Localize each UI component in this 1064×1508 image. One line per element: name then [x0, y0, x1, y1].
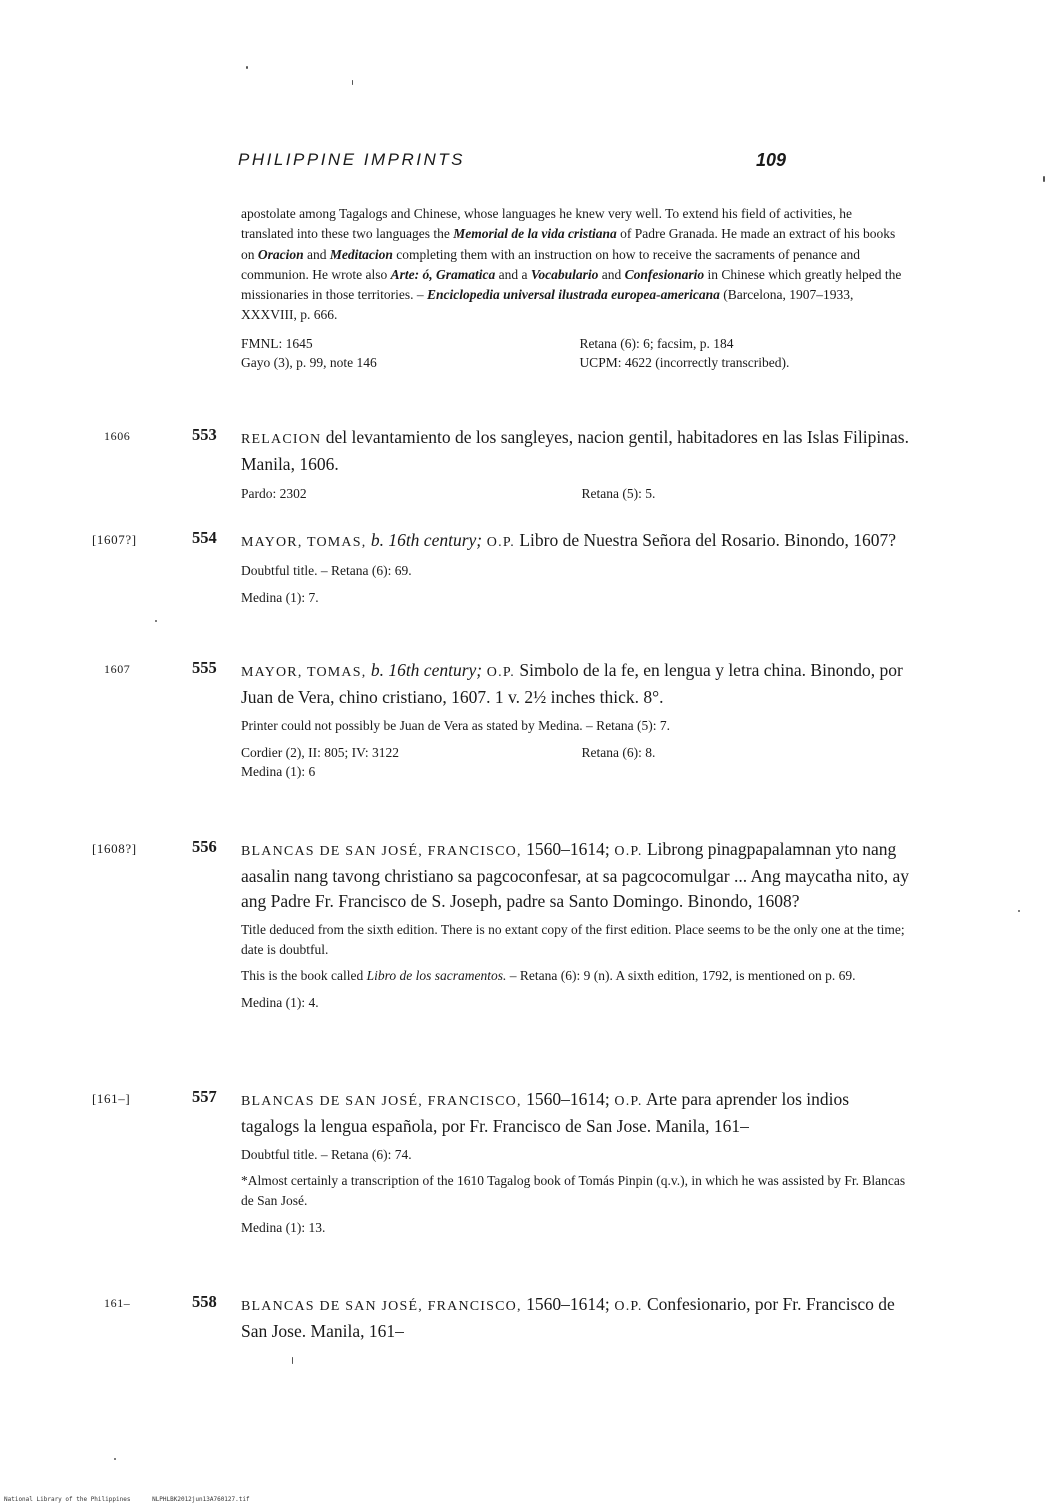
entry-note — [241, 716, 911, 736]
entry-year: 1607 — [104, 662, 131, 676]
entry-order: O.P. — [482, 665, 515, 680]
entry-author: MAYOR, TOMAS, — [241, 665, 367, 680]
text-run: and — [303, 246, 330, 262]
entry-author: BLANCAS DE SAN JOSÉ, FRANCISCO, — [241, 1094, 522, 1109]
entry-references — [241, 484, 911, 503]
entry-note — [241, 966, 911, 986]
references-left-column — [241, 993, 581, 1012]
entry-dates: b. 16th century; — [366, 660, 483, 680]
entry-body — [241, 1292, 911, 1344]
entry-body — [241, 837, 911, 1012]
entry-order: O.P. — [609, 1299, 643, 1314]
references-left-column — [241, 743, 581, 781]
entry-body — [241, 1087, 911, 1237]
references-left-column — [241, 484, 581, 503]
running-title: PHILIPPINE IMPRINTS — [238, 150, 465, 169]
text-run: Simbolo de la fe, en lengua y letra china. Binondo, por Juan de Vera, chino cristiano, 1607. 1 v. 2½ inches thick. 8°. — [241, 660, 903, 707]
entry-heading — [241, 425, 911, 477]
text-run: del levantamiento de los sangleyes, nacion gentil, habitadores en las Islas Filipinas. Manila, 1606. — [241, 427, 909, 474]
entry-year: 161– — [104, 1296, 131, 1310]
text-run: This is the book called — [241, 968, 367, 983]
scan-speck — [352, 80, 353, 85]
italic-title: Oracion — [257, 246, 304, 262]
reference-item: Retana (6): 8. — [581, 745, 656, 760]
entry-heading — [241, 1292, 911, 1344]
scan-footer — [4, 1496, 268, 1503]
reference-item: Retana (5): 5. — [581, 486, 656, 501]
entry-heading — [241, 1087, 911, 1139]
reference-item: Gayo (3), p. 99, note 146 — [241, 354, 377, 370]
entry-heading — [241, 837, 911, 914]
italic-title: Meditacion — [329, 246, 393, 262]
entry-note — [241, 561, 911, 581]
page-header — [238, 150, 786, 178]
text-run: Title deduced from the sixth edition. There is no extant copy of the first edition. Place seems to be the only one at the time; date is doubtful. — [241, 922, 905, 957]
reference-item: Cordier (2), II: 805; IV: 3122 — [241, 745, 399, 760]
entry-note — [241, 920, 911, 960]
scan-speck — [1018, 910, 1020, 912]
entry-body — [241, 425, 911, 503]
entry-year: 1606 — [104, 429, 131, 443]
text-run: Arte para aprender los indios tagalogs la lengua española, por Fr. Francisco de San Jose. Manila, 161– — [241, 1089, 850, 1136]
text-run: Confesionario, por Fr. Francisco de San Jose. Manila, 161– — [241, 1294, 895, 1341]
footer-library: National Library of the Philippines — [4, 1496, 131, 1503]
italic-title: Vocabulario — [530, 266, 599, 282]
entry-references — [241, 1218, 911, 1237]
entry-note — [241, 1171, 911, 1211]
text-run: in Chinese which greatly helped the missionaries in those territories. – — [241, 266, 902, 303]
text-run: Libro de Nuestra Señora del Rosario. Binondo, 1607? — [514, 530, 897, 550]
references-left-column — [241, 1218, 581, 1237]
reference-item: Retana (6): 6; facsim, p. 184 — [579, 335, 734, 351]
entry-number: 553 — [192, 425, 217, 444]
continuation-text — [241, 204, 906, 326]
text-run: Doubtful title. – Retana (6): 74. — [241, 1147, 412, 1162]
entry-heading — [241, 658, 911, 710]
entry-year: [161–] — [92, 1091, 131, 1106]
entry-number: 558 — [192, 1292, 217, 1311]
text-run: – Retana (6): 9 (n). A sixth edition, 1792, is mentioned on p. 69. — [506, 968, 856, 983]
entry-references — [241, 743, 911, 781]
scan-speck — [1043, 176, 1045, 182]
italic-title: Enciclopedia universal ilustrada europea-americana — [426, 287, 720, 303]
italic-title: Libro de los sacramentos. — [366, 968, 507, 983]
text-run: completing them with an instruction on how to receive the sacraments of penance and communion. He wrote also — [241, 246, 860, 282]
references-right-column — [581, 1218, 911, 1237]
footer-file-id: NLPHLBK2012jun13A760127.tif — [152, 1496, 250, 1503]
entry-order: O.P. — [609, 844, 643, 859]
text-run: and a — [495, 266, 531, 282]
reference-item: Pardo: 2302 — [241, 486, 307, 501]
reference-item: FMNL: 1645 — [241, 335, 313, 351]
reference-item: Medina (1): 6 — [241, 764, 316, 779]
entry-number: 557 — [192, 1087, 217, 1106]
entry-references — [241, 993, 911, 1012]
entry-dates: 1560–1614; — [521, 1294, 610, 1314]
entry-author: MAYOR, TOMAS, — [241, 535, 367, 550]
reference-item: UCPM: 4622 (incorrectly transcribed). — [579, 354, 790, 370]
references-right-column — [581, 484, 911, 503]
scan-speck — [292, 1357, 293, 1364]
text-run: Doubtful title. – Retana (6): 69. — [241, 563, 412, 578]
reference-item: Medina (1): 13. — [241, 1220, 326, 1235]
entry-number: 554 — [192, 528, 217, 547]
continuation-block — [241, 204, 906, 372]
entry-author: RELACION — [241, 432, 322, 447]
entry-author: BLANCAS DE SAN JOSÉ, FRANCISCO, — [241, 1299, 522, 1314]
entry-description — [515, 530, 896, 550]
references-right-column — [581, 743, 911, 781]
entry-dates: 1560–1614; — [521, 839, 610, 859]
entry-dates: b. 16th century; — [366, 530, 483, 550]
text-run: and — [598, 266, 625, 282]
text-run: Printer could not possibly be Juan de Vera as stated by Medina. – Retana (5): 7. — [241, 718, 671, 733]
italic-title: Memorial de la vida cristiana — [453, 226, 617, 242]
scan-speck — [114, 1458, 116, 1460]
entry-body — [241, 658, 911, 781]
italic-title: Arte: ó, Gramatica — [390, 266, 496, 282]
references-right-column — [579, 334, 906, 372]
reference-item: Medina (1): 7. — [241, 590, 319, 605]
page-number: 109 — [755, 150, 786, 170]
references-right-column — [581, 993, 911, 1012]
entry-note — [241, 1145, 911, 1165]
entry-year: [1608?] — [92, 841, 137, 856]
entry-body — [241, 528, 911, 607]
scan-speck — [155, 620, 157, 622]
text-run: of Padre Granada. He made an extract of his books on — [241, 226, 896, 262]
scan-speck — [246, 66, 248, 69]
entry-heading — [241, 528, 911, 555]
text-run: apostolate among Tagalogs and Chinese, whose languages he knew very well. To extend his field of activities, he translated into these two languages the — [241, 206, 852, 242]
references-left-column — [241, 334, 579, 372]
text-run: *Almost certainly a transcription of the 1610 Tagalog book of Tomás Pinpin (q.v.), in which he was assisted by Fr. Blancas de San José. — [241, 1173, 906, 1208]
references-right-column — [581, 588, 911, 607]
entry-number: 555 — [192, 658, 217, 677]
entry-order: O.P. — [482, 535, 515, 550]
text-run: (Barcelona, 1907–1933, XXXVIII, p. 666. — [241, 287, 854, 323]
references-left-column — [241, 588, 581, 607]
reference-item: Medina (1): 4. — [241, 995, 319, 1010]
entry-references — [241, 588, 911, 607]
entry-dates: 1560–1614; — [521, 1089, 610, 1109]
text-run: Librong pinagpapalamnan yto nang aasalin nang tavong christiano sa pagcoconfesar, at sa pagcocomulgar ... Ang maycatha nito, ay ang Padre Fr. Francisco de S. Joseph, padre sa Santo Domingo. Binondo, 1608? — [241, 839, 909, 911]
entry-description — [241, 427, 909, 474]
entry-year: [1607?] — [92, 532, 137, 547]
entry-author: BLANCAS DE SAN JOSÉ, FRANCISCO, — [241, 844, 522, 859]
italic-title: Confesionario — [624, 266, 705, 282]
entry-order: O.P. — [609, 1094, 643, 1109]
continuation-references — [241, 334, 906, 372]
entry-number: 556 — [192, 837, 217, 856]
